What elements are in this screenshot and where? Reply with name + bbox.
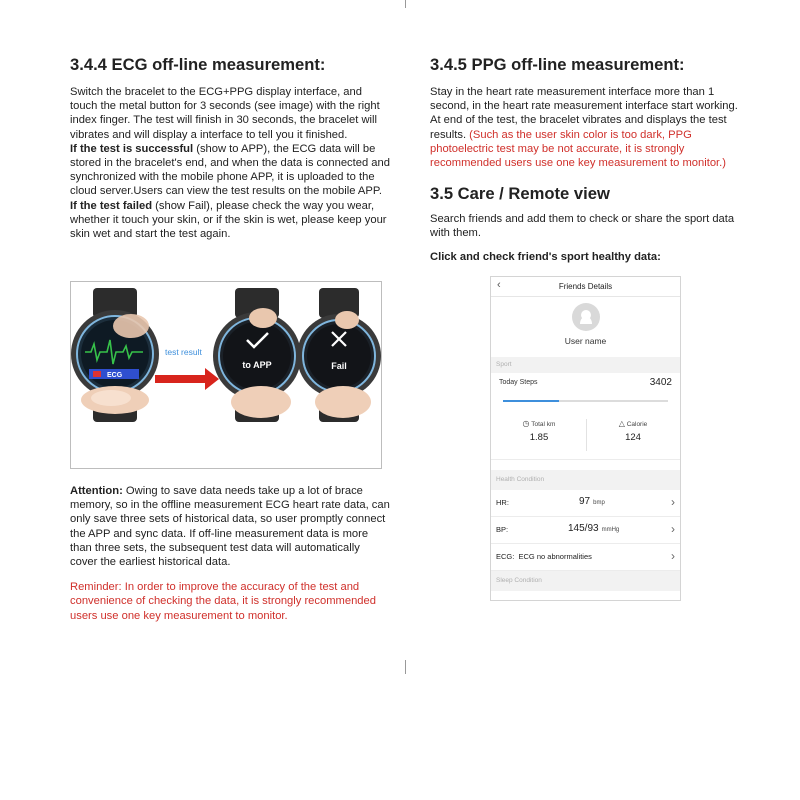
avatar-icon bbox=[571, 302, 601, 332]
bp-unit: mmHg bbox=[601, 527, 620, 533]
to-app-label: to APP bbox=[242, 360, 272, 370]
steps-progress-fill bbox=[503, 400, 559, 402]
watch-measuring bbox=[71, 288, 159, 422]
left-column bbox=[70, 55, 390, 241]
care-heading: 3.5 Care / Remote view bbox=[430, 184, 610, 204]
km-label: Total km bbox=[531, 421, 556, 428]
fail-bold: If the test failed bbox=[70, 199, 153, 212]
calorie-stat bbox=[607, 419, 659, 443]
friends-details-screenshot bbox=[490, 276, 681, 601]
ecg-fail-paragraph bbox=[70, 199, 390, 242]
ecg-label: ECG: bbox=[496, 552, 515, 561]
attention-paragraph bbox=[70, 484, 390, 569]
ecg-success-paragraph bbox=[70, 142, 390, 199]
steps-label: Today Steps bbox=[499, 379, 538, 386]
attention-text: Owing to save data needs take up a lot of brace memory, so in the offline measurement ECG heart rate data, can only save three sets of historical data, so user promptly connect the APP and sync data. If off-line measurement data is more than three sets, the subsequent test data will automatically cover the earliest historical data. bbox=[70, 485, 390, 569]
divider bbox=[586, 419, 587, 451]
steps-block bbox=[491, 373, 680, 413]
user-name: User name bbox=[564, 336, 607, 346]
ecg-value: ECG no abnormalities bbox=[518, 552, 592, 561]
bp-row[interactable] bbox=[491, 517, 680, 544]
phone-title: Friends Details bbox=[558, 282, 613, 291]
ecg-row-label bbox=[496, 552, 592, 561]
right-column bbox=[430, 55, 750, 264]
hr-label: HR: bbox=[496, 498, 509, 507]
ecg-row[interactable] bbox=[491, 544, 680, 571]
km-value: 1.85 bbox=[529, 432, 549, 443]
care-paragraph: Search friends and add them to check or share the sport data with them. bbox=[430, 213, 735, 240]
profile-area bbox=[491, 297, 680, 347]
sleep-section: Sleep Condition bbox=[491, 571, 680, 591]
back-chevron-icon[interactable]: ‹ bbox=[497, 279, 501, 291]
bp-value-wrap bbox=[568, 523, 619, 534]
top-center-mark bbox=[405, 0, 406, 8]
ecg-watch-illustration bbox=[71, 282, 382, 469]
bp-label: BP: bbox=[496, 525, 509, 534]
ppg-paragraph bbox=[430, 85, 750, 170]
hr-unit: bmp bbox=[593, 500, 605, 506]
ecg-watch-figure bbox=[70, 281, 382, 469]
health-section: Health Condition bbox=[491, 470, 680, 490]
click-check-label: Click and check friend's sport healthy data: bbox=[430, 250, 661, 263]
ppg-text: Stay in the heart rate measurement interface more than 1 second, in the heart rate measurement interface start working. At end of the test, the bracelet vibrates and displays the test results. bbox=[430, 86, 738, 141]
ppg-warning: (Such as the user skin color is too dark, PPG photoelectric test may be not accurate, it is strongly recommended users use one key measurement to monitor.) bbox=[430, 128, 726, 170]
fail-screen-label: Fail bbox=[331, 361, 347, 371]
attention-bold: Attention: bbox=[70, 485, 123, 497]
clock-icon: ◷ bbox=[522, 419, 530, 428]
fail-text: (show Fail), please check the way you wear, whether it touch your skin, or if the skin is wet, please keep your skin wet and start the test again. bbox=[70, 199, 387, 241]
calorie-value: 124 bbox=[625, 432, 641, 443]
phone-header bbox=[491, 277, 680, 297]
success-text: (show to APP), the ECG data will be stored in the bracelet's end, and when the data is connected and synchronized with the mobile phone APP, it is uploaded to the cloud server.Users can view the test results on the mobile APP. bbox=[70, 142, 390, 198]
chevron-right-icon: › bbox=[671, 522, 675, 536]
result-arrow bbox=[155, 368, 219, 390]
left-lower-text bbox=[70, 484, 390, 623]
bp-value: 145/93 bbox=[568, 523, 599, 534]
calorie-label: Calorie bbox=[626, 421, 648, 428]
bottom-center-mark bbox=[405, 660, 406, 674]
flame-icon: △ bbox=[618, 419, 625, 428]
watch-fail bbox=[297, 288, 381, 422]
success-bold: If the test is successful bbox=[70, 142, 194, 155]
km-stat bbox=[513, 419, 565, 443]
chevron-right-icon: › bbox=[671, 495, 675, 509]
ecg-heading: 3.4.4 ECG off-line measurement: bbox=[70, 55, 326, 74]
sport-section: Sport bbox=[491, 357, 680, 373]
hr-value-wrap bbox=[579, 496, 605, 507]
watch-success bbox=[213, 288, 301, 422]
chevron-right-icon: › bbox=[671, 549, 675, 563]
reminder-paragraph: Reminder: In order to improve the accuracy of the test and convenience of checking the data, it is strongly recommended users use one key measurement to monitor. bbox=[70, 581, 376, 622]
steps-value: 3402 bbox=[649, 377, 672, 388]
ppg-heading: 3.4.5 PPG off-line measurement: bbox=[430, 55, 685, 74]
steps-progress-track bbox=[503, 400, 668, 402]
ecg-screen-label: ECG bbox=[107, 372, 123, 379]
stats-block bbox=[491, 413, 680, 460]
hr-row[interactable] bbox=[491, 490, 680, 517]
test-result-label: test result bbox=[165, 347, 202, 357]
hr-value: 97 bbox=[579, 496, 591, 507]
ecg-intro-paragraph: Switch the bracelet to the ECG+PPG display interface, and touch the metal button for 3 seconds (see image) with the right index finger. The test will finish in 30 seconds, the bracelet will vibrates and will display a interface to tell you it finished. bbox=[70, 86, 380, 141]
